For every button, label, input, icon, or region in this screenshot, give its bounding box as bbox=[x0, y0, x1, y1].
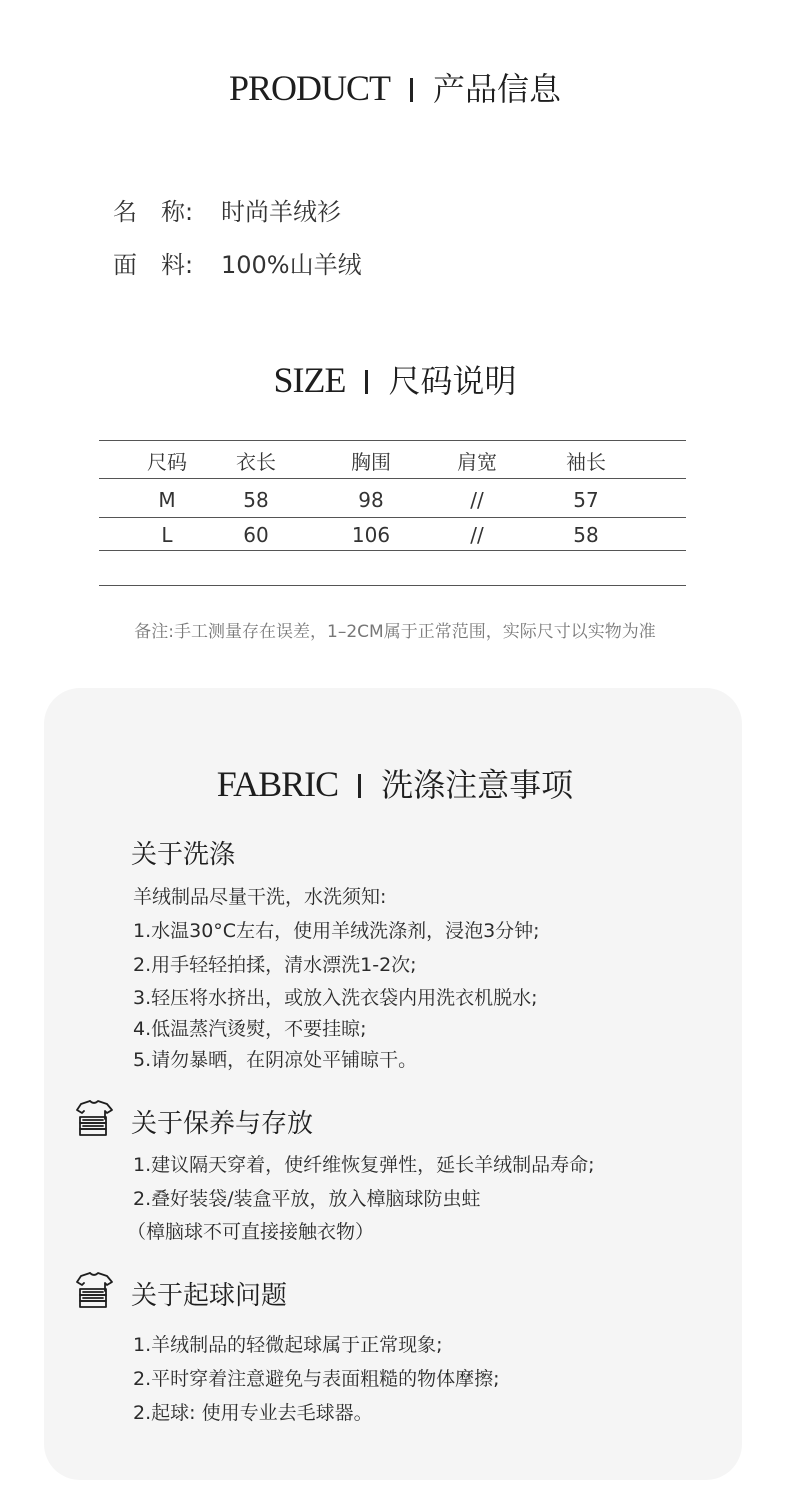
fabric-care-panel bbox=[44, 688, 742, 1480]
product-name-label: 名 称: bbox=[113, 198, 194, 226]
washing-heading: 关于洗涤 bbox=[131, 840, 236, 870]
table-header-cell: 尺码 bbox=[147, 450, 187, 474]
table-header-cell: 衣长 bbox=[236, 450, 276, 474]
table-rule bbox=[99, 585, 686, 586]
table-rule bbox=[99, 517, 686, 518]
table-header-cell: 胸围 bbox=[351, 450, 391, 474]
care-heading: 关于保养与存放 bbox=[131, 1109, 314, 1139]
pilling-line: 1.羊绒制品的轻微起球属于正常现象; bbox=[133, 1334, 443, 1356]
product-fabric-label: 面 料: bbox=[113, 251, 194, 279]
size-title-en: SIZE bbox=[273, 360, 346, 400]
table-cell: 58 bbox=[243, 488, 269, 512]
fabric-title-en: FABRIC bbox=[216, 764, 339, 804]
product-name-row bbox=[113, 192, 341, 227]
fabric-title-zh: 洗涤注意事项 bbox=[381, 766, 574, 804]
table-cell: 58 bbox=[573, 523, 599, 547]
folded-clothes-icon bbox=[76, 1269, 118, 1309]
size-section-title bbox=[0, 356, 790, 402]
product-fabric-row bbox=[113, 245, 362, 280]
table-cell: // bbox=[470, 523, 484, 547]
washing-line: 3.轻压将水挤出，或放入洗衣袋内用洗衣机脱水; bbox=[133, 987, 538, 1009]
care-line: （樟脑球不可直接接触衣物） bbox=[127, 1221, 375, 1243]
washing-line: 1.水温30°C左右，使用羊绒洗涤剂，浸泡3分钟; bbox=[133, 920, 540, 942]
product-name-value: 时尚羊绒衫 bbox=[221, 198, 341, 226]
table-cell: M bbox=[158, 488, 176, 512]
product-section-title bbox=[0, 64, 790, 110]
product-title-zh: 产品信息 bbox=[433, 70, 562, 108]
table-header-cell: 肩宽 bbox=[457, 450, 497, 474]
pilling-heading: 关于起球问题 bbox=[131, 1281, 288, 1311]
title-divider bbox=[358, 774, 361, 798]
table-rule bbox=[99, 440, 686, 441]
title-divider bbox=[410, 78, 413, 102]
care-line: 2.叠好装袋/装盒平放，放入樟脑球防虫蛀 bbox=[133, 1188, 481, 1210]
table-header-cell: 袖长 bbox=[566, 450, 606, 474]
washing-line: 羊绒制品尽量干洗，水洗须知: bbox=[133, 886, 387, 908]
size-title-zh: 尺码说明 bbox=[388, 362, 517, 400]
washing-line: 5.请勿暴晒，在阴凉处平铺晾干。 bbox=[133, 1049, 418, 1071]
product-fabric-value: 100%山羊绒 bbox=[221, 251, 362, 279]
title-divider bbox=[365, 370, 368, 394]
product-title-en: PRODUCT bbox=[228, 68, 390, 108]
table-cell: 57 bbox=[573, 488, 599, 512]
table-rule bbox=[99, 478, 686, 479]
pilling-line: 2.平时穿着注意避免与表面粗糙的物体摩擦; bbox=[133, 1368, 500, 1390]
washing-line: 4.低温蒸汽烫熨，不要挂晾; bbox=[133, 1018, 367, 1040]
table-rule bbox=[99, 550, 686, 551]
fabric-section-title bbox=[0, 760, 790, 806]
table-cell: 106 bbox=[351, 523, 391, 547]
table-cell: // bbox=[470, 488, 484, 512]
table-cell: 60 bbox=[243, 523, 269, 547]
size-note: 备注:手工测量存在误差，1–2CM属于正常范围，实际尺寸以实物为准 bbox=[134, 622, 656, 642]
table-cell: L bbox=[161, 523, 173, 547]
pilling-line: 2.起球: 使用专业去毛球器。 bbox=[133, 1402, 373, 1424]
folded-clothes-icon bbox=[76, 1097, 118, 1137]
care-line: 1.建议隔天穿着，使纤维恢复弹性，延长羊绒制品寿命; bbox=[133, 1154, 595, 1176]
table-cell: 98 bbox=[358, 488, 384, 512]
washing-line: 2.用手轻轻拍揉，清水漂洗1-2次; bbox=[133, 954, 417, 976]
